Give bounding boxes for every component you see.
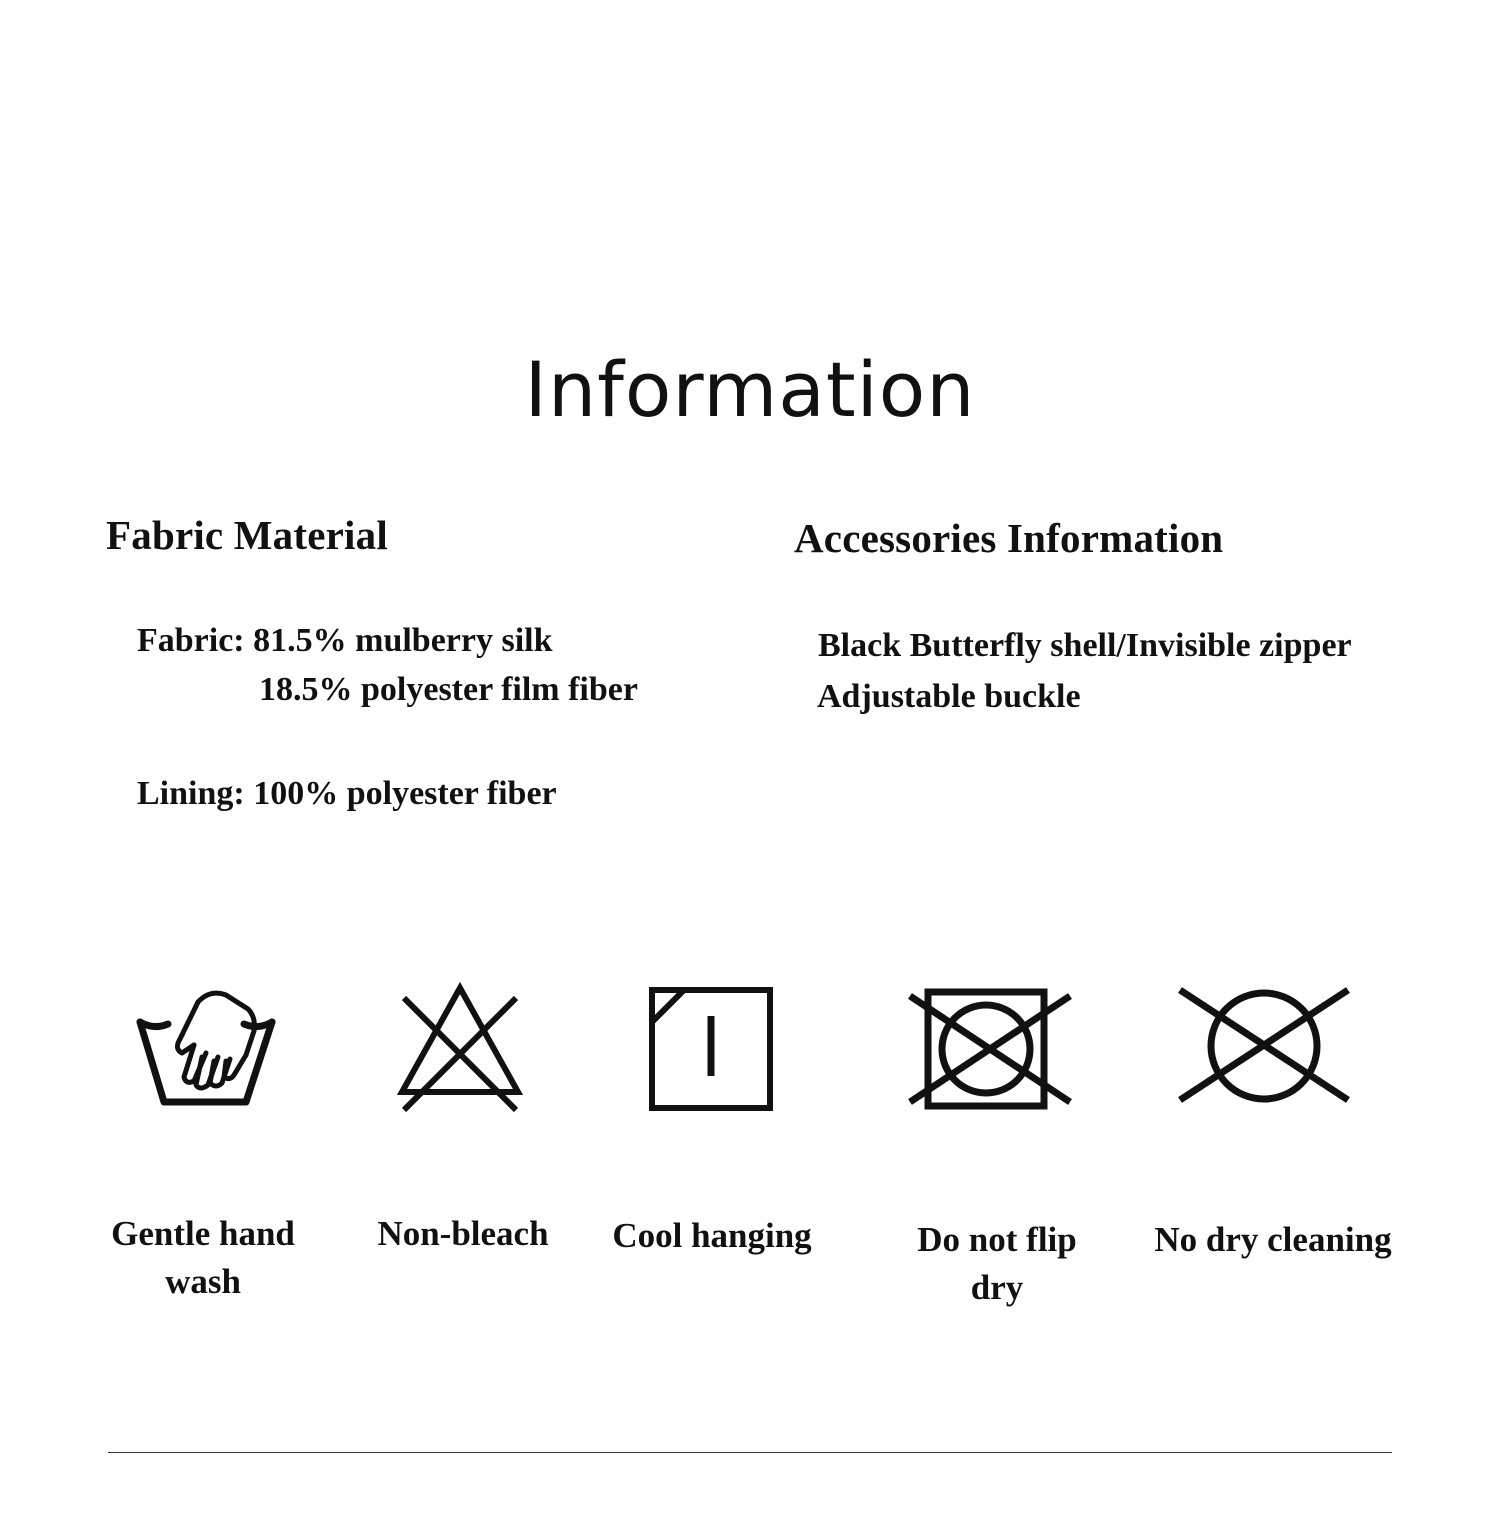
care-label-cool-hanging: Cool hanging bbox=[612, 1216, 812, 1255]
line-dry-shade-icon bbox=[648, 986, 774, 1112]
footer-divider bbox=[108, 1452, 1392, 1453]
accessories-line-1: Black Butterfly shell/Invisible zipper bbox=[818, 627, 1352, 664]
care-label-do-not-flip-dry: Do not flip dry bbox=[917, 1220, 1077, 1307]
accessories-line-2: Adjustable buckle bbox=[817, 678, 1081, 715]
page-title: Information bbox=[524, 345, 976, 434]
fabric-composition-line-2: 18.5% polyester film fiber bbox=[259, 671, 638, 708]
do-not-bleach-icon bbox=[396, 982, 524, 1112]
lining-composition: Lining: 100% polyester fiber bbox=[137, 775, 557, 812]
do-not-tumble-dry-icon bbox=[906, 988, 1074, 1110]
care-label-hand-wash: Gentle hand wash bbox=[111, 1214, 295, 1301]
hand-wash-icon bbox=[134, 985, 284, 1110]
accessories-heading: Accessories Information bbox=[794, 515, 1224, 561]
care-label-no-dry-cleaning: No dry cleaning bbox=[1154, 1220, 1392, 1259]
care-label-non-bleach: Non-bleach bbox=[377, 1214, 549, 1253]
fabric-material-heading: Fabric Material bbox=[106, 512, 388, 558]
fabric-composition-line-1: Fabric: 81.5% mulberry silk bbox=[137, 622, 553, 659]
do-not-dry-clean-icon bbox=[1176, 986, 1352, 1106]
